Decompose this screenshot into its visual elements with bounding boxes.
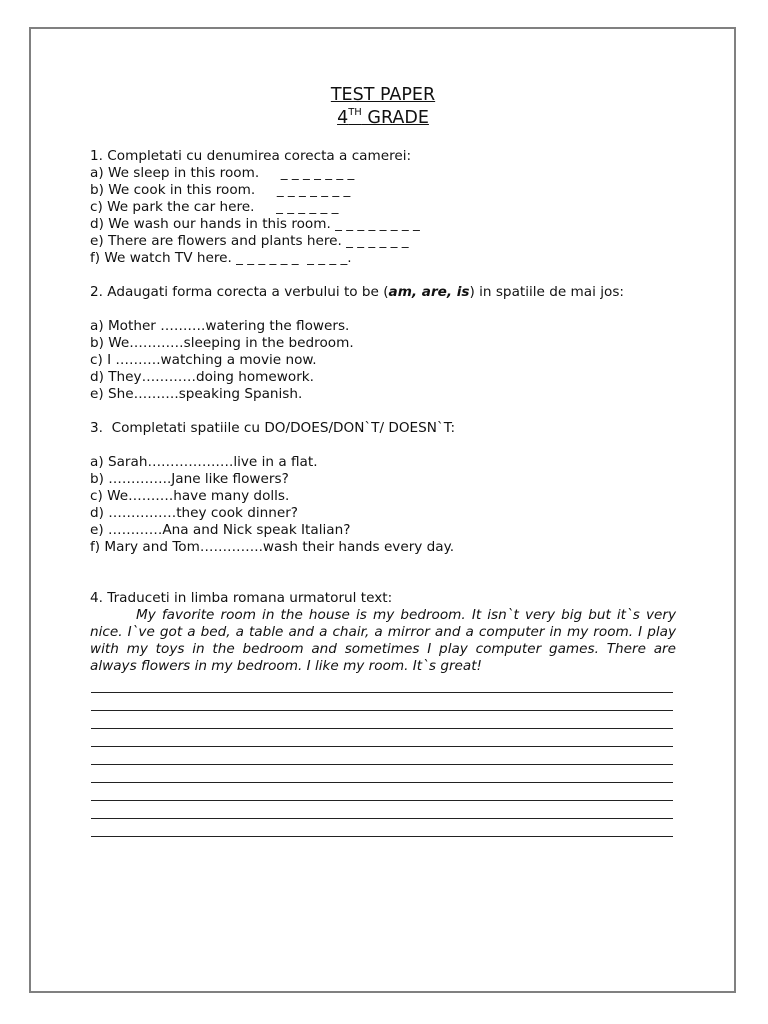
answer-line: [91, 693, 673, 711]
question-1-item-a: a) We sleep in this room. _ _ _ _ _ _ _: [90, 165, 355, 181]
verb-options: am, are, is: [388, 284, 470, 300]
question-2-heading-end: ) in spatiile de mai jos:: [469, 284, 624, 300]
passage-text: My favorite room in the house is my bedroom. It isn`t very big but it`s very nice. I`ve got a bed, a table and a chair, a mirror and a computer in my room. I play with my toys in the bedroom and sometimes I play computer games. There are always flowers in my bedroom. I like my room. It`s great!: [90, 607, 676, 674]
question-1-item-f: f) We watch TV here. _ _ _ _ _ _ _ _ _ _.: [90, 250, 352, 266]
answer-line: [91, 765, 673, 783]
answer-line: [91, 711, 673, 729]
question-4-heading: 4. Traduceti in limba romana urmatorul text:: [90, 590, 393, 606]
question-1-item-b: b) We cook in this room. _ _ _ _ _ _ _: [90, 182, 351, 198]
question-1-heading: 1. Completati cu denumirea corecta a camerei:: [90, 148, 412, 164]
question-2-item-e: e) She……….speaking Spanish.: [90, 386, 303, 402]
question-2-item-d: d) They…………doing homework.: [90, 369, 314, 385]
question-3: [90, 420, 676, 556]
answer-line: [91, 783, 673, 801]
question-1-item-c: c) We park the car here. _ _ _ _ _ _: [90, 199, 339, 215]
question-1: [90, 148, 676, 267]
answer-line: [91, 729, 673, 747]
translation-passage: [90, 607, 676, 675]
question-2-heading-start: 2. Adaugati forma corecta a verbului to be (: [90, 284, 389, 300]
question-1-item-d: d) We wash our hands in this room. _ _ _ _ _ _ _ _: [90, 216, 420, 232]
question-2: [90, 284, 676, 403]
question-2-heading: [90, 284, 676, 301]
title: [90, 84, 676, 130]
answer-line: [91, 747, 673, 765]
question-3-item-f: f) Mary and Tom…………..wash their hands every day.: [90, 539, 455, 555]
question-3-item-e: e) …………Ana and Nick speak Italian?: [90, 522, 351, 538]
question-2-item-c: c) I ……….watching a movie now.: [90, 352, 317, 368]
answer-line: [91, 801, 673, 819]
question-3-heading: 3. Completati spatiile cu DO/DOES/DON`T/ DOESN`T:: [90, 420, 456, 436]
question-4: [90, 590, 676, 837]
grade-number: 4: [337, 108, 349, 128]
question-3-item-a: a) Sarah……………….live in a flat.: [90, 454, 318, 470]
answer-line: [91, 819, 673, 837]
grade-suffix: TH: [348, 107, 362, 119]
question-2-item-b: b) We…………sleeping in the bedroom.: [90, 335, 354, 351]
grade-label: GRADE: [361, 108, 429, 128]
question-3-item-c: c) We……….have many dolls.: [90, 488, 290, 504]
answer-lines: [90, 675, 676, 837]
title-line-2: [90, 107, 676, 130]
question-2-item-a: a) Mother ……….watering the flowers.: [90, 318, 350, 334]
answer-line: [91, 675, 673, 693]
question-3-item-d: d) ……………they cook dinner?: [90, 505, 299, 521]
title-line-1: TEST PAPER: [330, 85, 436, 105]
question-3-item-b: b) …………..Jane like flowers?: [90, 471, 289, 487]
test-paper: [90, 84, 676, 837]
question-1-item-e: e) There are flowers and plants here. _ _ _ _ _ _: [90, 233, 409, 249]
